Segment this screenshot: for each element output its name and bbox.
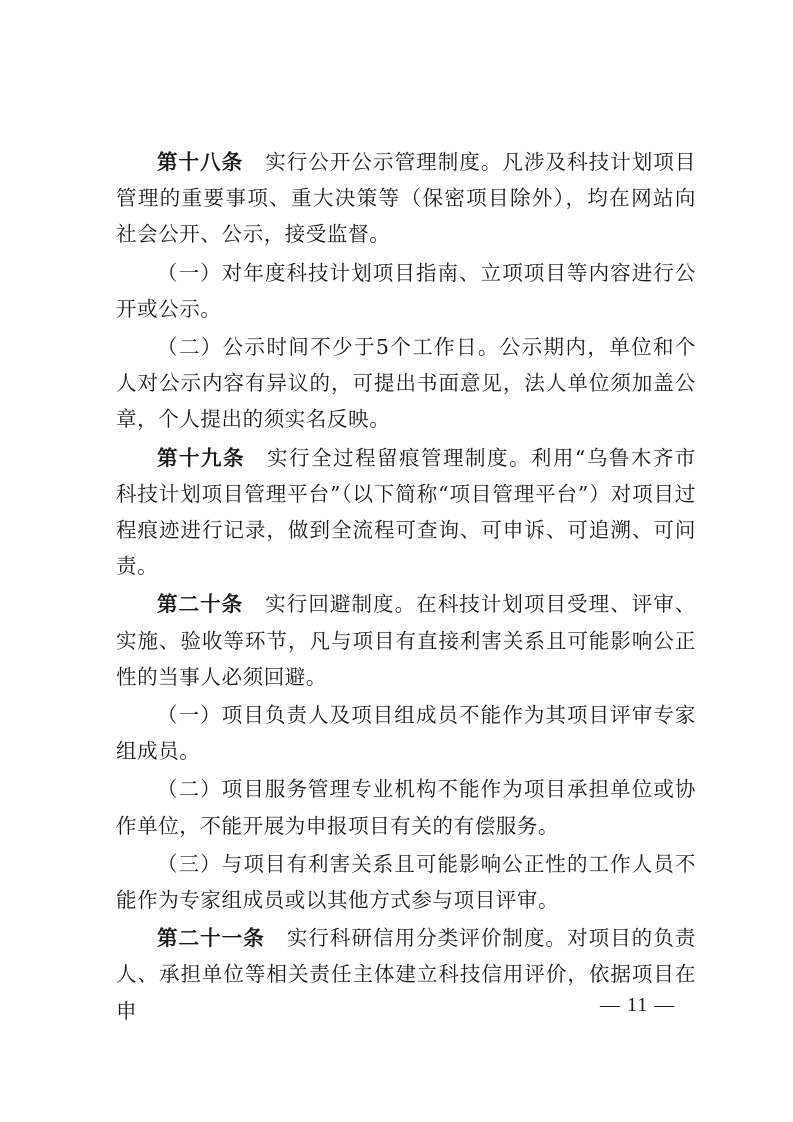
article-18 (116, 144, 696, 253)
article-text: 实行科研信用分类评价制度。对项目的负责人、承担单位等相关责任主体建立科技信用评价，依据项目在申 (116, 926, 697, 1023)
article-heading: 第二十一条 (157, 926, 265, 951)
article-18-item-1 (116, 255, 696, 327)
article-text: 实行回避制度。在科技计划项目受理、评审、实施、验收等环节，凡与项目有直接利害关系且可能影响公正性的当事人必须回避。 (116, 592, 696, 689)
article-20 (116, 586, 696, 695)
article-heading: 第二十条 (157, 592, 244, 617)
page-number: — 11 — (600, 994, 676, 1016)
article-20-item-1 (116, 697, 696, 769)
article-text: 实行全过程留痕管理制度。利用“乌鲁木齐市科技计划项目管理平台”（以下简称“项目管理平台”）对项目过程痕迹进行记录，做到全流程可查询、可申诉、可追溯、可问责。 (116, 445, 696, 579)
article-heading: 第十九条 (157, 445, 245, 470)
article-heading: 第十八条 (157, 150, 244, 174)
article-20-item-2 (116, 771, 696, 843)
article-18-item-2 (116, 329, 696, 438)
document-body (116, 144, 696, 1031)
article-text: 实行公开公示管理制度。凡涉及科技计划项目管理的重要事项、重大决策等（保密项目除外），均在网站向社会公开、公示，接受监督。 (116, 150, 696, 247)
article-19 (116, 440, 696, 585)
item-text: （三）与项目有利害关系且可能影响公正性的工作人员不能作为专家组成员或以其他方式参与项目评审。 (116, 851, 696, 913)
item-text: （一）项目负责人及项目组成员不能作为其项目评审专家组成员。 (116, 703, 696, 764)
item-text: （一）对年度科技计划项目指南、立项项目等内容进行公开或公示。 (116, 260, 696, 321)
item-text: （二）公示时间不少于5个工作日。公示期内，单位和个人对公示内容有异议的，可提出书面意见，法人单位须加盖公章，个人提出的须实名反映。 (116, 335, 696, 432)
article-20-item-3 (116, 846, 696, 918)
item-text: （二）项目服务管理专业机构不能作为项目承担单位或协作单位，不能开展为申报项目有关的有偿服务。 (116, 777, 696, 838)
